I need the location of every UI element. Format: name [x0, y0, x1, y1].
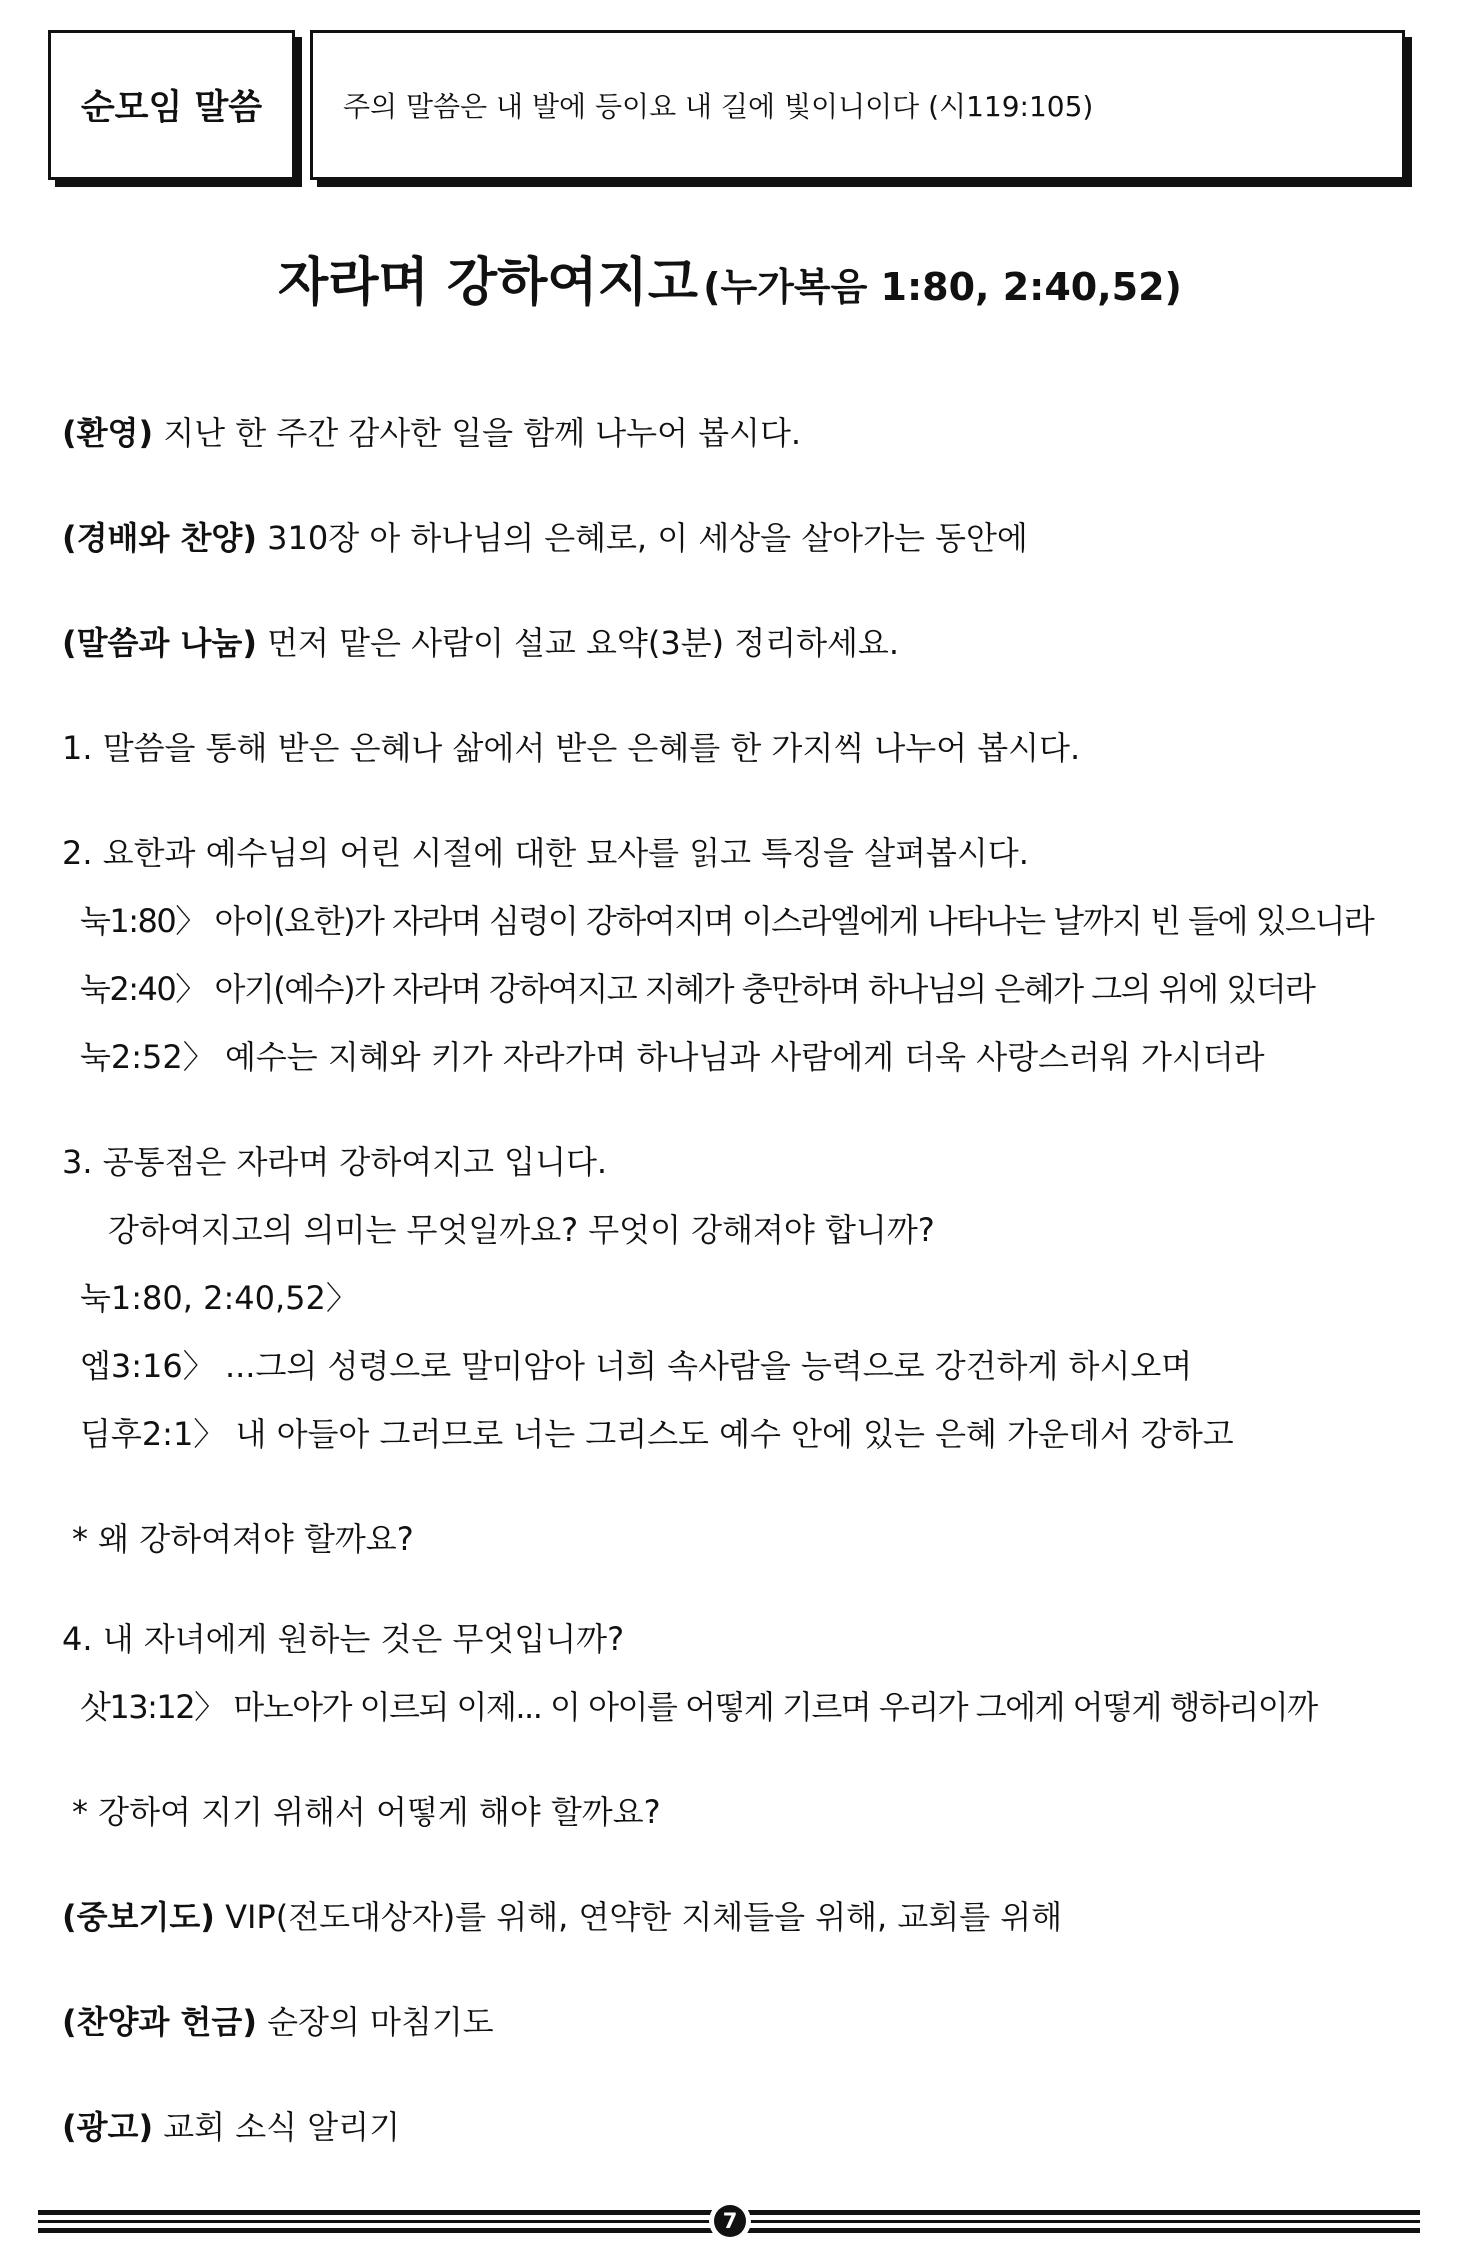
word-text: 먼저 맡은 사람이 설교 요약(3분) 정리하세요.: [256, 624, 899, 662]
question-3: 3. 공통점은 자라며 강하여지고 입니다.: [62, 1143, 608, 1181]
header-label-box: [48, 30, 295, 180]
header-verse-box: [310, 30, 1405, 180]
worship-text: 310장 아 하나님의 은혜로, 이 세상을 살아가는 동안에: [256, 519, 1028, 557]
word-line: [62, 618, 899, 668]
question-1: 1. 말씀을 통해 받은 은혜나 삶에서 받은 은혜를 한 가지씩 나누어 봅시다.: [62, 729, 1081, 767]
page-number: 7: [714, 2205, 746, 2237]
question-3-verse-1: 눅1:80, 2:40,52〉: [80, 1279, 358, 1317]
praise-line: [62, 1997, 494, 2047]
question-3-verse-3: 딤후2:1〉 내 아들아 그러므로 너는 그리스도 예수 안에 있는 은혜 가운데서 강하고: [80, 1415, 1234, 1453]
notice-line: [62, 2102, 400, 2152]
page-title: [0, 248, 1460, 330]
welcome-tag: (환영): [62, 414, 154, 452]
welcome-line: [62, 408, 801, 458]
header-verse: 주의 말씀은 내 발에 등이요 내 길에 빛이니이다 (시119:105): [343, 90, 1094, 123]
question-2: 2. 요한과 예수님의 어린 시절에 대한 묘사를 읽고 특징을 살펴봅시다.: [62, 834, 1029, 872]
welcome-text: 지난 한 주간 감사한 일을 함께 나누어 봅시다.: [153, 414, 802, 452]
word-tag: (말씀과 나눔): [62, 624, 257, 662]
question-4-star: * 강하여 지기 위해서 어떻게 해야 할까요?: [72, 1793, 661, 1831]
praise-text: 순장의 마침기도: [256, 2003, 494, 2041]
question-2-verse-3: 눅2:52〉 예수는 지혜와 키가 자라가며 하나님과 사람에게 더욱 사랑스러워 가시더라: [80, 1038, 1265, 1076]
footer-rule: [38, 2208, 1420, 2234]
prayer-tag: (중보기도): [62, 1898, 215, 1936]
notice-text: 교회 소식 알리기: [153, 2108, 400, 2146]
worship-line: [62, 513, 1028, 563]
question-3-verse-2: 엡3:16〉 ...그의 성령으로 말미암아 너희 속사람을 능력으로 강건하게 하시오며: [80, 1347, 1193, 1385]
prayer-line: [62, 1892, 1062, 1942]
worship-tag: (경배와 찬양): [62, 519, 257, 557]
title-main: 자라며 강하여지고: [278, 253, 699, 313]
question-2-verse-2: 눅2:40〉 아기(예수)가 자라며 강하여지고 지혜가 충만하며 하나님의 은혜가 그의 위에 있더라: [80, 970, 1315, 1008]
praise-tag: (찬양과 헌금): [62, 2003, 257, 2041]
question-4: 4. 내 자녀에게 원하는 것은 무엇입니까?: [62, 1620, 625, 1658]
question-4-verse-1: 삿13:12〉 마노아가 이르되 이제... 이 아이를 어떻게 기르며 우리가 그에게 어떻게 행하리이까: [80, 1688, 1317, 1726]
question-2-verse-1: 눅1:80〉 아이(요한)가 자라며 심령이 강하여지며 이스라엘에게 나타나는 날까지 빈 들에 있으니라: [80, 902, 1374, 940]
title-reference: (누가복음 1:80, 2:40,52): [703, 265, 1182, 309]
header-label: 순모임 말씀: [80, 88, 263, 128]
notice-tag: (광고): [62, 2108, 154, 2146]
prayer-text: VIP(전도대상자)를 위해, 연약한 지체들을 위해, 교회를 위해: [214, 1898, 1063, 1936]
question-3-star: * 왜 강하여져야 할까요?: [72, 1520, 414, 1558]
question-3-sub: 강하여지고의 의미는 무엇일까요? 무엇이 강해져야 합니까?: [108, 1211, 935, 1249]
